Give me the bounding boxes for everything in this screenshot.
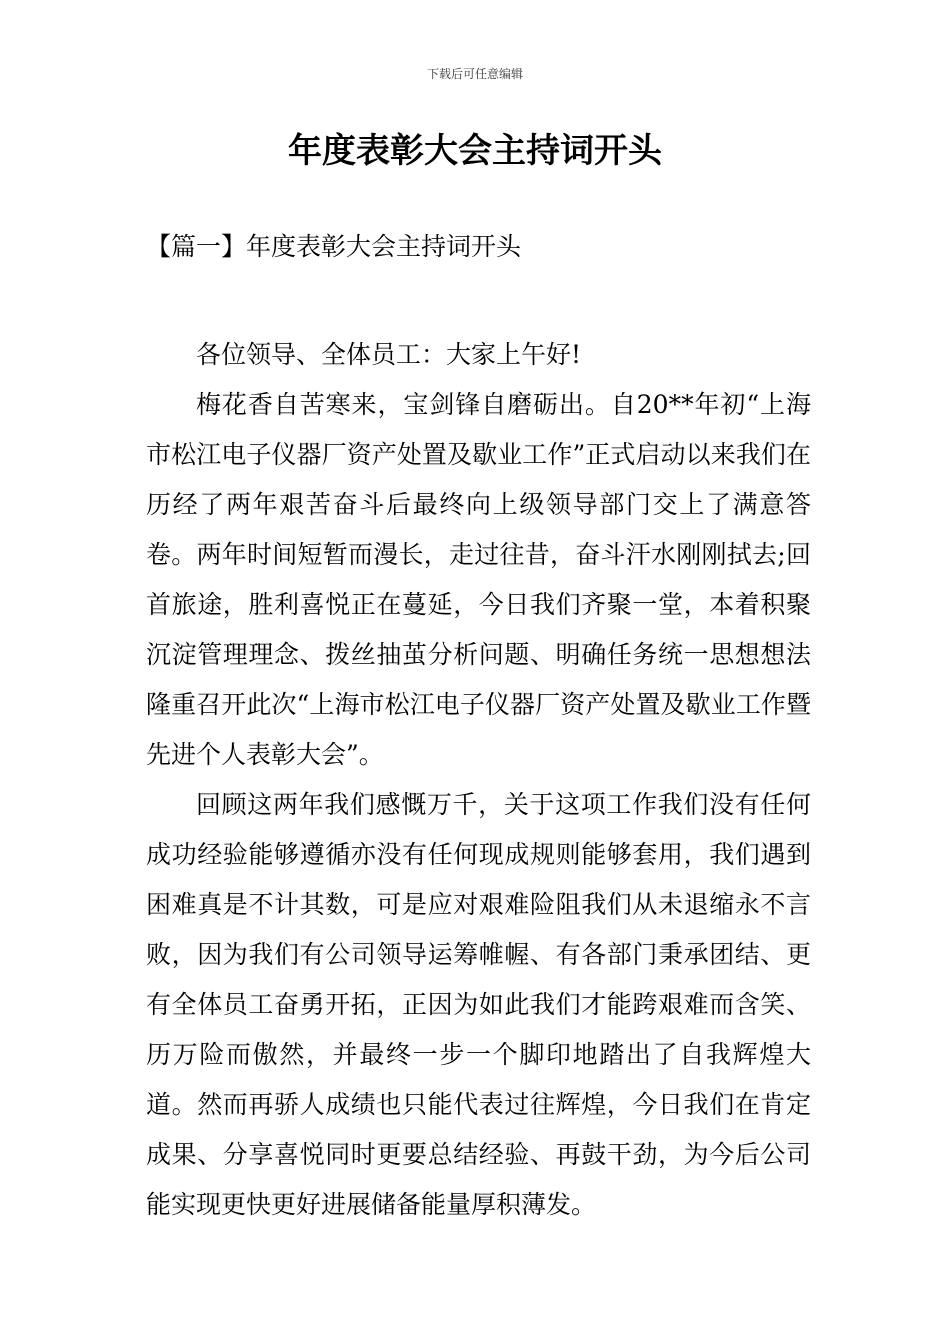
paragraph-opening: 梅花香自苦寒来，宝剑锋自磨砺出。自20**年初“上海市松江电子仪器厂资产处置及歇业工作”正式启动以来我们在历经了两年艰苦奋斗后最终向上级领导部门交上了满意答卷。两年时间短暂而漫长，走过往昔，奋斗汗水刚刚拭去;回首旅途，胜利喜悦正在蔓延，今日我们齐聚一堂，本着积聚沉淀管理理念、拨丝抽茧分析问题、明确任务统一思想想法隆重召开此次“上海市松江电子仪器厂资产处置及歇业工作暨先进个人表彰大会”。 <box>146 390 811 769</box>
header-note: 下载后可任意编辑 <box>426 67 523 81</box>
document-title: 年度表彰大会主持词开头 <box>288 131 662 171</box>
paragraph-greeting: 各位领导、全体员工：大家上午好! <box>196 340 582 369</box>
document-body <box>146 330 811 1230</box>
section-heading: 【篇一】年度表彰大会主持词开头 <box>146 232 522 261</box>
paragraph-review: 回顾这两年我们感慨万千，关于这项工作我们没有任何成功经验能够遵循亦没有任何现成规则能够套用，我们遇到困难真是不计其数，可是应对艰难险阻我们从未退缩永不言败，因为我们有公司领导运筹帷幄、有各部门秉承团结、更有全体员工奋勇开拓，正因为如此我们才能跨艰难而含笑、历万险而傲然，并最终一步一个脚印地踏出了自我辉煌大道。然而再骄人成绩也只能代表过往辉煌，今日我们在肯定成果、分享喜悦同时更要总结经验、再鼓干劲，为今后公司能实现更快更好进展储备能量厚积薄发。 <box>146 790 811 1219</box>
